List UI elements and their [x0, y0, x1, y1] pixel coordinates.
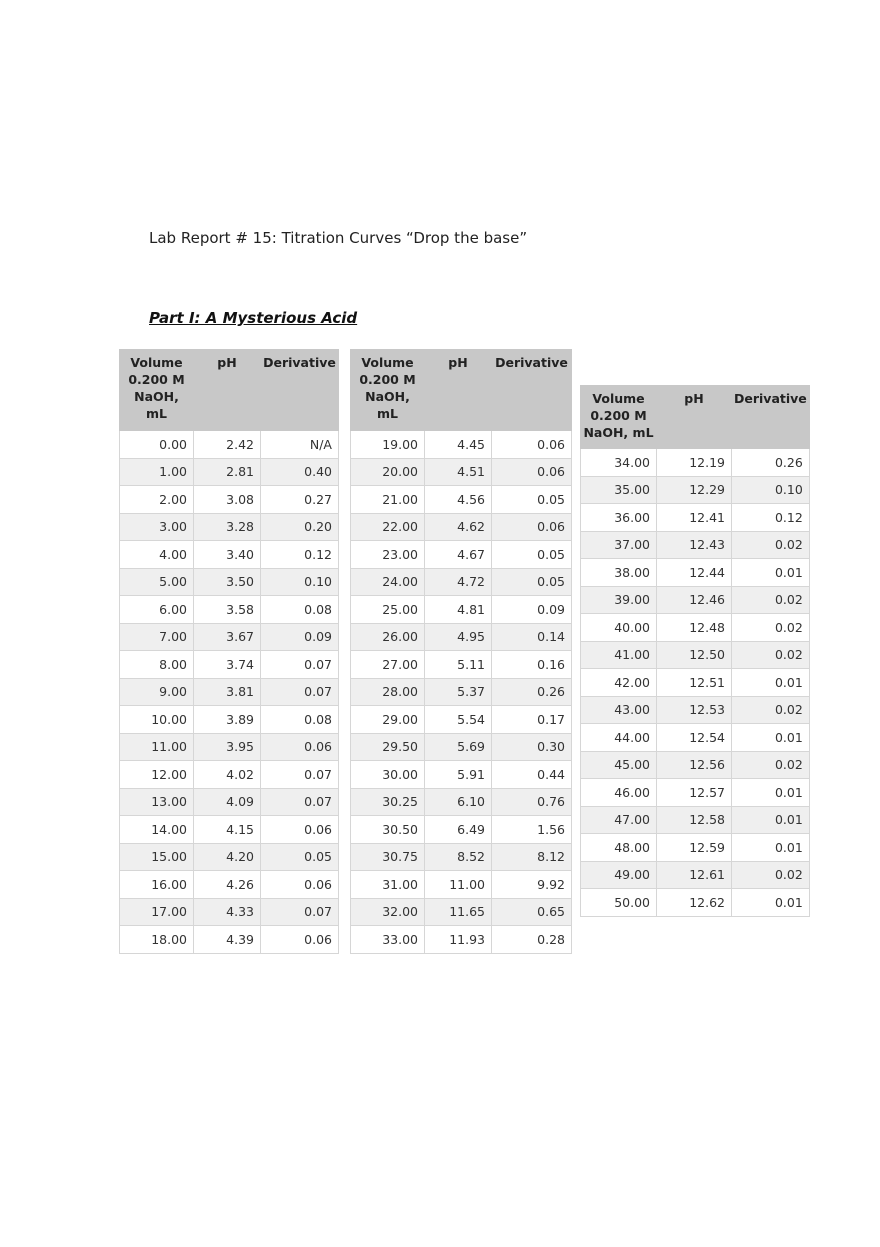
ph-cell: 11.00	[425, 871, 492, 899]
volume-cell: 10.00	[120, 706, 194, 734]
volume-cell: 3.00	[120, 513, 194, 541]
derivative-cell: 0.01	[732, 779, 810, 807]
ph-cell: 12.51	[657, 669, 732, 697]
derivative-cell: 0.40	[261, 458, 339, 486]
derivative-cell: 0.06	[261, 816, 339, 844]
ph-cell: 4.02	[194, 761, 261, 789]
derivative-cell: 0.09	[261, 623, 339, 651]
ph-cell: 3.50	[194, 568, 261, 596]
table-row	[581, 559, 810, 587]
ph-cell: 4.09	[194, 788, 261, 816]
volume-cell: 15.00	[120, 843, 194, 871]
table-row	[581, 641, 810, 669]
ph-cell: 3.81	[194, 678, 261, 706]
data-table-3	[580, 385, 810, 917]
derivative-cell: 0.06	[492, 513, 572, 541]
table-row	[351, 816, 572, 844]
ph-cell: 11.93	[425, 926, 492, 954]
volume-cell: 28.00	[351, 678, 425, 706]
derivative-cell: 0.01	[732, 806, 810, 834]
table-row	[581, 531, 810, 559]
table-row	[120, 926, 339, 954]
derivative-cell: 0.06	[261, 926, 339, 954]
volume-cell: 4.00	[120, 541, 194, 569]
table-row	[351, 513, 572, 541]
ph-cell: 4.95	[425, 623, 492, 651]
table-row	[581, 476, 810, 504]
volume-cell: 13.00	[120, 788, 194, 816]
derivative-cell: 0.26	[732, 449, 810, 477]
ph-cell: 3.58	[194, 596, 261, 624]
volume-cell: 36.00	[581, 504, 657, 532]
volume-cell: 29.00	[351, 706, 425, 734]
table-row	[351, 458, 572, 486]
table-row	[120, 513, 339, 541]
volume-cell: 31.00	[351, 871, 425, 899]
table-row	[120, 568, 339, 596]
ph-cell: 4.81	[425, 596, 492, 624]
ph-cell: 4.56	[425, 486, 492, 514]
table-row	[581, 614, 810, 642]
ph-cell: 12.61	[657, 861, 732, 889]
ph-cell: 4.33	[194, 898, 261, 926]
volume-cell: 16.00	[120, 871, 194, 899]
ph-cell: 3.95	[194, 733, 261, 761]
volume-cell: 8.00	[120, 651, 194, 679]
ph-cell: 12.54	[657, 724, 732, 752]
ph-cell: 4.51	[425, 458, 492, 486]
volume-cell: 34.00	[581, 449, 657, 477]
derivative-cell: 0.05	[492, 486, 572, 514]
column-header: Derivative	[492, 350, 572, 431]
ph-cell: 5.11	[425, 651, 492, 679]
derivative-cell: 0.28	[492, 926, 572, 954]
volume-cell: 18.00	[120, 926, 194, 954]
volume-cell: 41.00	[581, 641, 657, 669]
derivative-cell: 0.06	[492, 458, 572, 486]
derivative-cell: 0.26	[492, 678, 572, 706]
table-row	[120, 816, 339, 844]
derivative-cell: 0.02	[732, 641, 810, 669]
volume-cell: 25.00	[351, 596, 425, 624]
ph-cell: 12.44	[657, 559, 732, 587]
volume-cell: 50.00	[581, 889, 657, 917]
derivative-cell: 9.92	[492, 871, 572, 899]
column-header: Derivative	[732, 386, 810, 449]
volume-cell: 21.00	[351, 486, 425, 514]
derivative-cell: 0.02	[732, 614, 810, 642]
ph-cell: 8.52	[425, 843, 492, 871]
table-row	[581, 724, 810, 752]
table-row	[351, 568, 572, 596]
data-table-1	[119, 349, 339, 954]
derivative-cell: 0.05	[492, 541, 572, 569]
ph-cell: 12.29	[657, 476, 732, 504]
derivative-cell: 0.09	[492, 596, 572, 624]
volume-cell: 5.00	[120, 568, 194, 596]
table-row	[351, 871, 572, 899]
table-row	[120, 431, 339, 459]
table-row	[581, 806, 810, 834]
volume-cell: 1.00	[120, 458, 194, 486]
table-row	[351, 431, 572, 459]
volume-cell: 33.00	[351, 926, 425, 954]
volume-cell: 42.00	[581, 669, 657, 697]
table-header-row	[351, 350, 572, 431]
table-row	[581, 586, 810, 614]
ph-cell: 4.67	[425, 541, 492, 569]
volume-cell: 40.00	[581, 614, 657, 642]
derivative-cell: 0.30	[492, 733, 572, 761]
column-header: pH	[194, 350, 261, 431]
table-header-row	[120, 350, 339, 431]
derivative-cell: 0.76	[492, 788, 572, 816]
table-header-row	[581, 386, 810, 449]
derivative-cell: 0.05	[261, 843, 339, 871]
table-row	[581, 834, 810, 862]
derivative-cell: 8.12	[492, 843, 572, 871]
derivative-cell: 0.08	[261, 706, 339, 734]
ph-cell: 11.65	[425, 898, 492, 926]
table-row	[581, 861, 810, 889]
derivative-cell: 0.44	[492, 761, 572, 789]
table-row	[120, 898, 339, 926]
column-header: Volume 0.200 M NaOH, mL	[581, 386, 657, 449]
volume-cell: 29.50	[351, 733, 425, 761]
ph-cell: 12.56	[657, 751, 732, 779]
volume-cell: 22.00	[351, 513, 425, 541]
ph-cell: 4.45	[425, 431, 492, 459]
table-row	[581, 449, 810, 477]
derivative-cell: 0.14	[492, 623, 572, 651]
table-row	[351, 486, 572, 514]
derivative-cell: 0.06	[261, 733, 339, 761]
ph-cell: 12.41	[657, 504, 732, 532]
page-title: Lab Report # 15: Titration Curves “Drop the base”	[149, 229, 528, 247]
ph-cell: 12.53	[657, 696, 732, 724]
ph-cell: 12.58	[657, 806, 732, 834]
table-row	[581, 751, 810, 779]
volume-cell: 14.00	[120, 816, 194, 844]
table-row	[351, 843, 572, 871]
volume-cell: 47.00	[581, 806, 657, 834]
table-row	[120, 596, 339, 624]
ph-cell: 6.10	[425, 788, 492, 816]
volume-cell: 7.00	[120, 623, 194, 651]
table-row	[351, 706, 572, 734]
volume-cell: 44.00	[581, 724, 657, 752]
volume-cell: 37.00	[581, 531, 657, 559]
ph-cell: 5.69	[425, 733, 492, 761]
table-row	[120, 871, 339, 899]
ph-cell: 12.43	[657, 531, 732, 559]
derivative-cell: 0.10	[261, 568, 339, 596]
section-heading: Part I: A Mysterious Acid	[149, 309, 358, 327]
ph-cell: 12.59	[657, 834, 732, 862]
derivative-cell: 0.01	[732, 669, 810, 697]
volume-cell: 30.75	[351, 843, 425, 871]
derivative-cell: 0.02	[732, 696, 810, 724]
derivative-cell: 0.06	[492, 431, 572, 459]
volume-cell: 46.00	[581, 779, 657, 807]
ph-cell: 2.81	[194, 458, 261, 486]
volume-cell: 27.00	[351, 651, 425, 679]
volume-cell: 39.00	[581, 586, 657, 614]
volume-cell: 30.50	[351, 816, 425, 844]
volume-cell: 30.00	[351, 761, 425, 789]
ph-cell: 4.15	[194, 816, 261, 844]
derivative-cell: 1.56	[492, 816, 572, 844]
table-row	[120, 733, 339, 761]
derivative-cell: 0.07	[261, 898, 339, 926]
table-row	[351, 541, 572, 569]
table-row	[120, 486, 339, 514]
derivative-cell: 0.07	[261, 678, 339, 706]
column-header: Volume 0.200 M NaOH, mL	[120, 350, 194, 431]
volume-cell: 6.00	[120, 596, 194, 624]
table-row	[120, 651, 339, 679]
derivative-cell: 0.01	[732, 834, 810, 862]
table-row	[581, 889, 810, 917]
derivative-cell: 0.02	[732, 586, 810, 614]
derivative-cell: N/A	[261, 431, 339, 459]
ph-cell: 4.62	[425, 513, 492, 541]
derivative-cell: 0.02	[732, 751, 810, 779]
ph-cell: 4.72	[425, 568, 492, 596]
ph-cell: 3.67	[194, 623, 261, 651]
volume-cell: 35.00	[581, 476, 657, 504]
volume-cell: 45.00	[581, 751, 657, 779]
ph-cell: 12.46	[657, 586, 732, 614]
ph-cell: 5.91	[425, 761, 492, 789]
ph-cell: 4.39	[194, 926, 261, 954]
table-row	[351, 788, 572, 816]
table-row	[351, 596, 572, 624]
table-row	[351, 651, 572, 679]
derivative-cell: 0.65	[492, 898, 572, 926]
derivative-cell: 0.16	[492, 651, 572, 679]
ph-cell: 12.62	[657, 889, 732, 917]
volume-cell: 11.00	[120, 733, 194, 761]
table-row	[351, 926, 572, 954]
derivative-cell: 0.20	[261, 513, 339, 541]
table-row	[120, 788, 339, 816]
ph-cell: 12.57	[657, 779, 732, 807]
ph-cell: 4.26	[194, 871, 261, 899]
table-row	[351, 898, 572, 926]
derivative-cell: 0.06	[261, 871, 339, 899]
derivative-cell: 0.07	[261, 761, 339, 789]
table-row	[120, 843, 339, 871]
ph-cell: 12.50	[657, 641, 732, 669]
volume-cell: 30.25	[351, 788, 425, 816]
column-header: pH	[425, 350, 492, 431]
volume-cell: 9.00	[120, 678, 194, 706]
table-row	[581, 779, 810, 807]
volume-cell: 19.00	[351, 431, 425, 459]
ph-cell: 3.08	[194, 486, 261, 514]
derivative-cell: 0.08	[261, 596, 339, 624]
volume-cell: 12.00	[120, 761, 194, 789]
column-header: pH	[657, 386, 732, 449]
derivative-cell: 0.02	[732, 531, 810, 559]
derivative-cell: 0.07	[261, 651, 339, 679]
derivative-cell: 0.07	[261, 788, 339, 816]
derivative-cell: 0.01	[732, 559, 810, 587]
ph-cell: 3.74	[194, 651, 261, 679]
table-row	[120, 541, 339, 569]
volume-cell: 2.00	[120, 486, 194, 514]
volume-cell: 26.00	[351, 623, 425, 651]
derivative-cell: 0.01	[732, 724, 810, 752]
table-row	[120, 623, 339, 651]
table-row	[351, 623, 572, 651]
volume-cell: 23.00	[351, 541, 425, 569]
ph-cell: 5.37	[425, 678, 492, 706]
volume-cell: 17.00	[120, 898, 194, 926]
ph-cell: 3.28	[194, 513, 261, 541]
derivative-cell: 0.10	[732, 476, 810, 504]
ph-cell: 5.54	[425, 706, 492, 734]
table-row	[581, 696, 810, 724]
ph-cell: 6.49	[425, 816, 492, 844]
column-header: Derivative	[261, 350, 339, 431]
table-row	[581, 669, 810, 697]
table-row	[120, 678, 339, 706]
column-header: Volume 0.200 M NaOH, mL	[351, 350, 425, 431]
volume-cell: 24.00	[351, 568, 425, 596]
derivative-cell: 0.17	[492, 706, 572, 734]
volume-cell: 48.00	[581, 834, 657, 862]
ph-cell: 4.20	[194, 843, 261, 871]
derivative-cell: 0.12	[732, 504, 810, 532]
derivative-cell: 0.02	[732, 861, 810, 889]
data-table-2	[350, 349, 572, 954]
derivative-cell: 0.01	[732, 889, 810, 917]
volume-cell: 32.00	[351, 898, 425, 926]
table-row	[120, 458, 339, 486]
ph-cell: 3.40	[194, 541, 261, 569]
ph-cell: 12.48	[657, 614, 732, 642]
table-row	[581, 504, 810, 532]
volume-cell: 38.00	[581, 559, 657, 587]
volume-cell: 20.00	[351, 458, 425, 486]
table-row	[351, 678, 572, 706]
table-row	[351, 761, 572, 789]
table-row	[120, 706, 339, 734]
table-row	[351, 733, 572, 761]
volume-cell: 43.00	[581, 696, 657, 724]
ph-cell: 2.42	[194, 431, 261, 459]
ph-cell: 3.89	[194, 706, 261, 734]
volume-cell: 49.00	[581, 861, 657, 889]
derivative-cell: 0.12	[261, 541, 339, 569]
derivative-cell: 0.05	[492, 568, 572, 596]
derivative-cell: 0.27	[261, 486, 339, 514]
ph-cell: 12.19	[657, 449, 732, 477]
table-row	[120, 761, 339, 789]
volume-cell: 0.00	[120, 431, 194, 459]
